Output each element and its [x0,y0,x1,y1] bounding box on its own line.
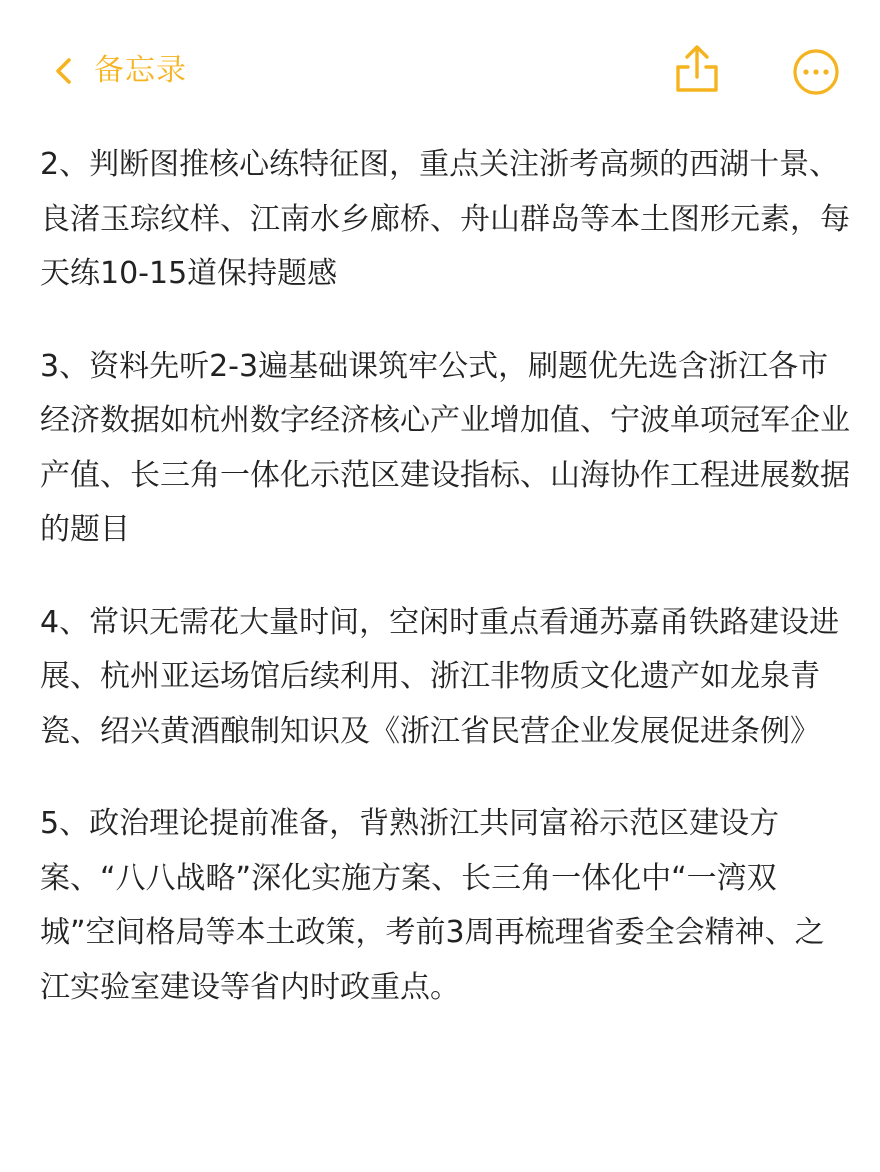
note-paragraph-3: 3、资料先听2-3遍基础课筑牢公式，刷题优先选含浙江各市经济数据如杭州数字经济核心产业增加值、宁波单项冠军企业产值、长三角一体化示范区建设指标、山海协作工程进展数据的题目 [40,348,850,547]
navigation-bar [0,0,880,130]
note-paragraph-5: 5、政治理论提前准备，背熟浙江共同富裕示范区建设方案、“八八战略”深化实施方案、长三角一体化中“一湾双城”空间格局等本土政策，考前3周再梳理省委全会精神、之江实验室建设等省内时政重点。 [40,806,825,1005]
share-button[interactable] [674,44,720,94]
back-button[interactable] [50,48,187,94]
back-label: 备忘录 [94,53,187,88]
note-paragraph-2: 2、判断图推核心练特征图，重点关注浙考高频的西湖十景、良渚玉琮纹样、江南水乡廊桥、舟山群岛等本土图形元素，每天练10-15道保持题感 [40,147,850,291]
note-paragraph-4: 4、常识无需花大量时间，空闲时重点看通苏嘉甬铁路建设进展、杭州亚运场馆后续利用、浙江非物质文化遗产如龙泉青瓷、绍兴黄酒酿制知识及《浙江省民营企业发展促进条例》 [40,604,840,749]
more-button[interactable] [792,48,840,96]
more-ellipsis-icon [792,48,840,96]
share-icon [674,44,720,94]
chevron-left-icon [50,56,80,86]
note-body[interactable] [40,138,850,1053]
